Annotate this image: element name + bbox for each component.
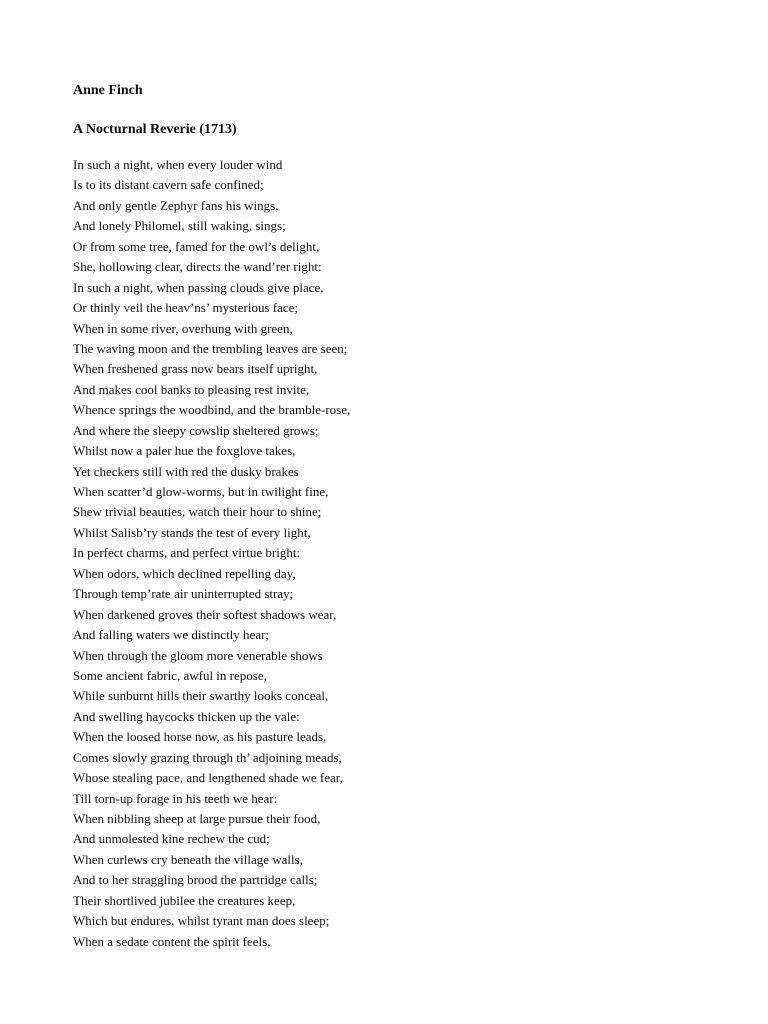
poem-line: Whilst Salisb’ry stands the test of every light,	[73, 524, 311, 540]
poem-line: When through the gloom more venerable shows	[73, 647, 323, 663]
poem-line: She, hollowing clear, directs the wand’rer right:	[73, 259, 322, 275]
document-page	[73, 82, 713, 952]
author-name: Anne Finch	[73, 83, 143, 98]
poem-line: And falling waters we distinctly hear;	[73, 627, 270, 643]
poem-body	[73, 155, 713, 952]
poem-line: While sunburnt hills their swarthy looks conceal,	[73, 688, 329, 704]
poem-line: When odors, which declined repelling day,	[73, 565, 296, 581]
poem-line: In such a night, when passing clouds give place,	[73, 279, 324, 295]
poem-line: When scatter’d glow-worms, but in twilight fine,	[73, 484, 329, 499]
poem-line: Through temp’rate air uninterrupted stray;	[73, 586, 294, 602]
poem-line: Comes slowly grazing through th’ adjoining meads,	[73, 749, 342, 765]
poem-line: When darkened groves their softest shadows wear,	[73, 606, 337, 622]
poem-line: Whose stealing pace, and lengthened shade we fear,	[73, 770, 343, 786]
poem-line: Or from some tree, famed for the owl’s delight,	[73, 238, 320, 254]
poem-line: Shew trivial beauties, watch their hour to shine;	[73, 504, 322, 520]
poem-line: When in some river, overhung with green,	[73, 320, 293, 336]
poem-line: Yet checkers still with red the dusky brakes	[73, 463, 299, 479]
poem-line: Some ancient fabric, awful in repose,	[73, 667, 267, 683]
poem-line: And lonely Philomel, still waking, sings;	[73, 218, 286, 234]
poem-line: And makes cool banks to pleasing rest invite,	[73, 381, 310, 397]
poem-line: And to her straggling brood the partridge calls;	[73, 872, 318, 888]
poem-line: Or thinly veil the heav’ns’ mysterious face;	[73, 300, 299, 316]
poem-line: The waving moon and the trembling leaves are seen;	[73, 340, 348, 356]
poem-line: Whence springs the woodbind, and the bramble-rose,	[73, 402, 351, 418]
poem-line: And where the sleepy cowslip sheltered grows;	[73, 422, 319, 438]
poem-line: Whilst now a paler hue the foxglove takes,	[73, 443, 296, 459]
poem-line: When curlews cry beneath the village walls,	[73, 851, 303, 867]
poem-line: Their shortlived jubilee the creatures keep,	[73, 892, 296, 908]
poem-line: And only gentle Zephyr fans his wings,	[73, 197, 279, 213]
poem-line: When nibbling sheep at large pursue their food,	[73, 811, 321, 826]
poem-line: Which but endures, whilst tyrant man does sleep;	[73, 913, 330, 929]
poem-line: In such a night, when every louder wind	[73, 157, 283, 172]
poem-line: Till torn-up forage in his teeth we hear:	[73, 790, 278, 806]
poem-line: When a sedate content the spirit feels,	[73, 933, 271, 949]
poem-line: When the loosed horse now, as his pasture leads,	[73, 729, 327, 745]
poem-line: Is to its distant cavern safe confined;	[73, 177, 264, 193]
poem-title: A Nocturnal Reverie (1713)	[73, 122, 237, 137]
poem-line: In perfect charms, and perfect virtue bright:	[73, 545, 301, 561]
poem-line: And unmolested kine rechew the cud;	[73, 831, 270, 847]
poem-line: And swelling haycocks thicken up the vale:	[73, 708, 300, 724]
poem-line: When freshened grass now bears itself upright,	[73, 361, 318, 377]
